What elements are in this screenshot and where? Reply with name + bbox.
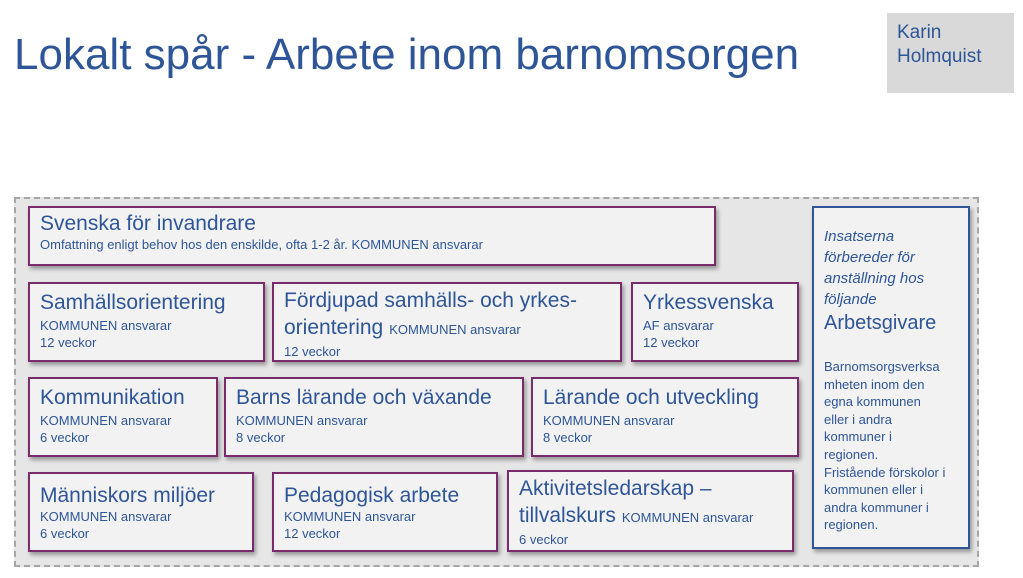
panel-intro-line: Insatserna xyxy=(824,228,895,245)
box-responsibility: KOMMUNEN ansvarar xyxy=(621,510,754,525)
panel-body-line: kommuner i xyxy=(824,429,892,445)
panel-intro-line: förbereder för xyxy=(824,249,915,266)
author-box xyxy=(887,13,1014,93)
panel-body-line: kommunen eller i xyxy=(824,482,923,498)
box-title: Kommunikation xyxy=(40,386,185,409)
box-title: Barns lärande och växande xyxy=(236,386,492,409)
box-responsibility: KOMMUNEN ansvarar xyxy=(284,509,416,524)
box-larande-utveckling xyxy=(531,377,799,457)
box-title: Samhällsorientering xyxy=(40,291,226,314)
box-title-line2 xyxy=(284,314,610,343)
box-responsibility: KOMMUNEN ansvarar xyxy=(236,413,368,428)
panel-body-line: Fristående förskolor i xyxy=(824,464,946,480)
panel-body-line: regionen. xyxy=(824,446,879,462)
box-title-part: orientering xyxy=(284,316,384,339)
box-title: Lärande och utveckling xyxy=(543,386,759,409)
box-aktivitetsledarskap xyxy=(507,470,794,552)
panel-body-line: andra kommuner i xyxy=(824,499,929,515)
box-barns-larande xyxy=(224,377,524,457)
box-responsibility: KOMMUNEN ansvarar xyxy=(40,318,172,333)
box-responsibility: KOMMUNEN ansvarar xyxy=(40,509,172,524)
box-duration: 12 veckor xyxy=(284,344,341,359)
panel-employer-heading: Arbetsgivare xyxy=(824,312,937,334)
box-title-line1: Fördjupad samhälls- och yrkes- xyxy=(284,289,577,312)
box-duration: 12 veckor xyxy=(284,526,341,541)
box-duration: 6 veckor xyxy=(40,526,90,541)
box-duration: 6 veckor xyxy=(519,532,569,547)
box-duration: 8 veckor xyxy=(236,430,286,445)
box-title: Människors miljöer xyxy=(40,484,216,507)
box-duration: 8 veckor xyxy=(543,430,593,445)
box-detail: Omfattning enligt behov hos den enskilde, ofta 1-2 år. KOMMUNEN ansvarar xyxy=(40,237,483,252)
panel-body-line: eller i andra xyxy=(824,411,892,427)
panel-intro-line: anställning hos xyxy=(824,270,925,287)
box-title-line2 xyxy=(519,502,782,531)
panel-body-line: Barnomsorgsverksa xyxy=(824,359,940,374)
box-manniskors-miljoer xyxy=(28,472,254,552)
box-yrkessvenska xyxy=(631,282,799,362)
box-duration: 12 veckor xyxy=(643,335,700,350)
author-last-name: Holmquist xyxy=(897,46,982,67)
box-samhallsorientering xyxy=(28,282,265,362)
box-title: Pedagogisk arbete xyxy=(284,484,460,507)
box-title-part: tillvalskurs xyxy=(519,504,616,527)
box-responsibility: AF ansvarar xyxy=(643,318,714,333)
employer-panel xyxy=(812,206,970,549)
box-duration: 6 veckor xyxy=(40,430,90,445)
box-responsibility: KOMMUNEN ansvarar xyxy=(389,322,521,337)
slide-title: Lokalt spår - Arbete inom barnomsorgen xyxy=(14,30,800,79)
box-pedagogisk-arbete xyxy=(272,472,498,552)
box-fordjupad-orientering xyxy=(272,282,622,362)
box-responsibility: KOMMUNEN ansvarar xyxy=(40,413,172,428)
panel-body-line: regionen. xyxy=(824,517,879,533)
box-responsibility: KOMMUNEN ansvarar xyxy=(543,413,675,428)
box-duration: 12 veckor xyxy=(40,335,97,350)
box-kommunikation xyxy=(28,377,218,457)
box-title: Svenska för invandrare xyxy=(40,212,256,235)
panel-intro-line: följande xyxy=(824,291,877,308)
author-first-name: Karin xyxy=(897,22,942,43)
panel-body-line: egna kommunen xyxy=(824,394,921,410)
panel-body-line: mheten inom den xyxy=(824,376,925,392)
box-svenska-for-invandrare xyxy=(28,206,716,266)
box-title-line1: Aktivitetsledarskap – xyxy=(519,477,712,500)
box-title: Yrkessvenska xyxy=(643,291,774,314)
